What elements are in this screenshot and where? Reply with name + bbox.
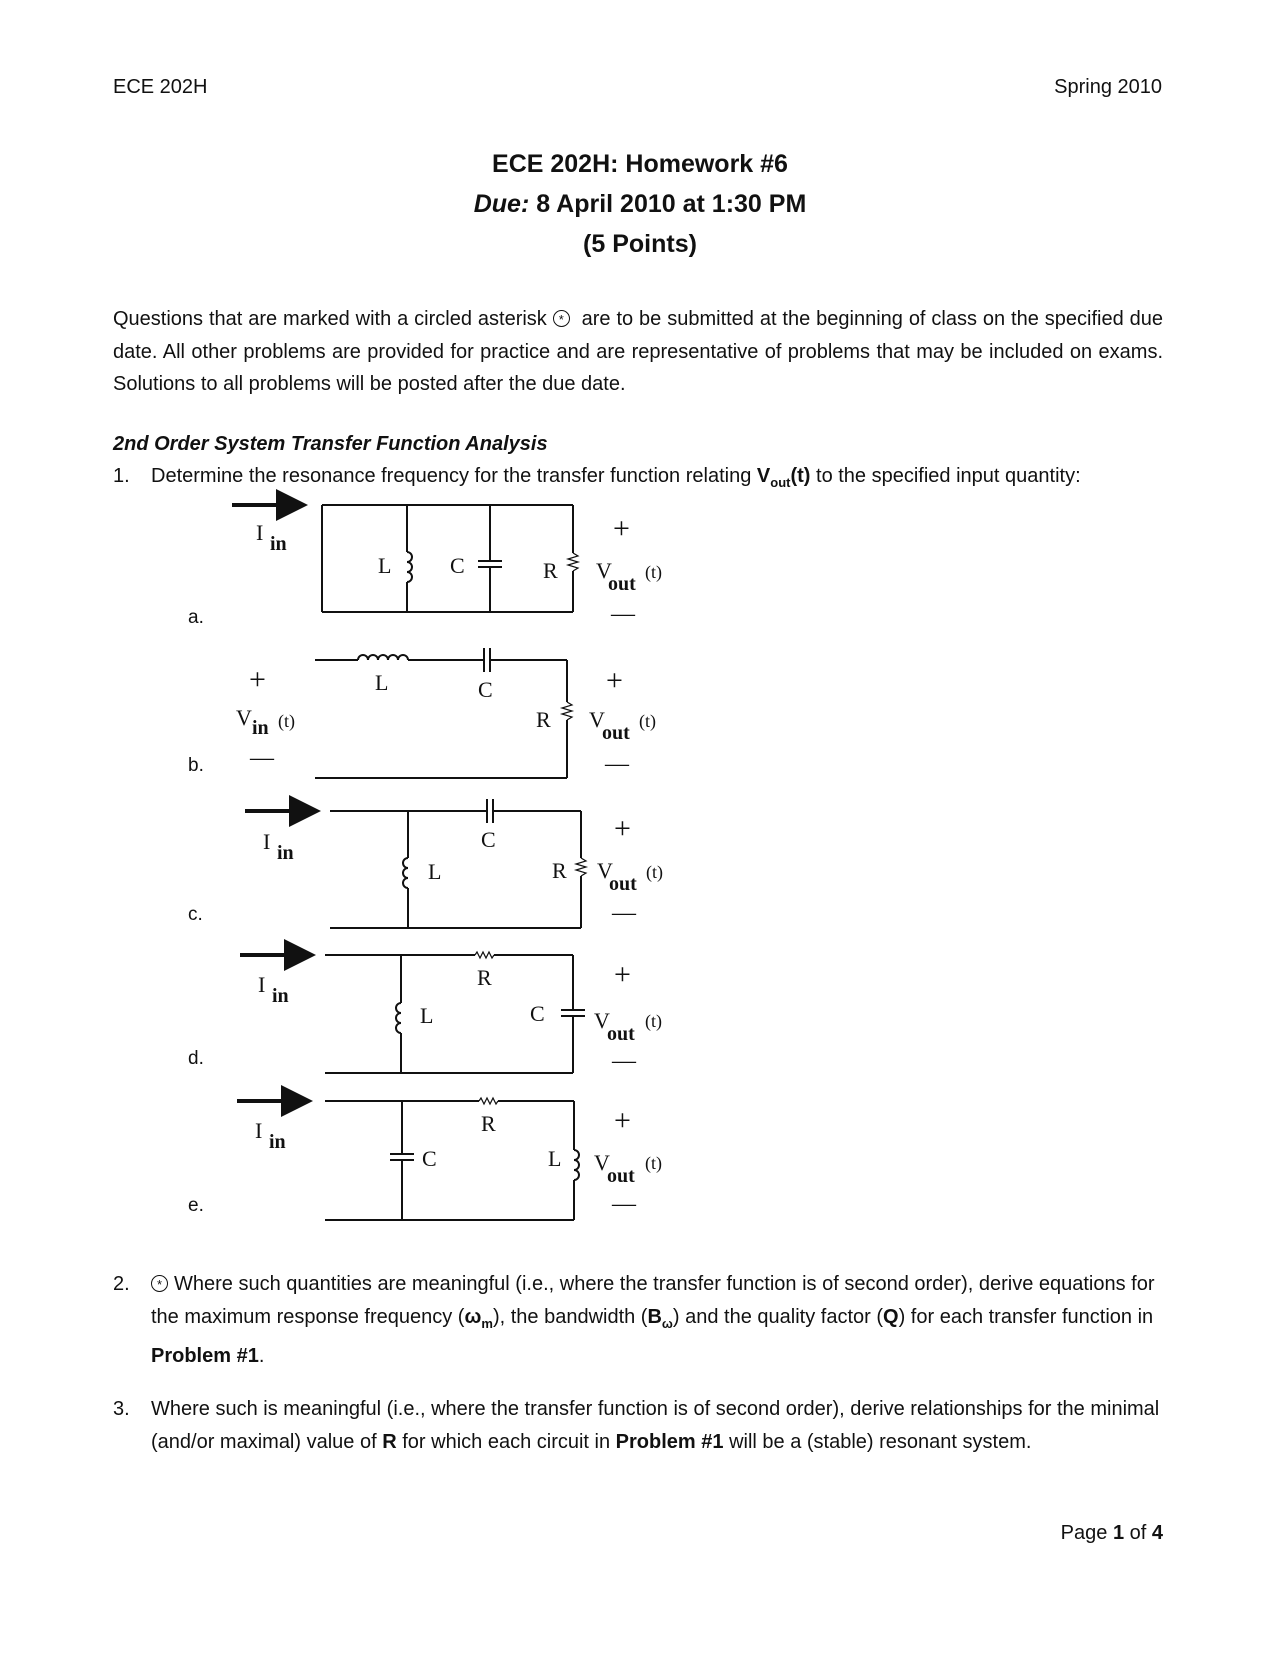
q2-part3: ) and the quality factor ( <box>672 1305 884 1328</box>
section-title: 2nd Order System Transfer Function Analysis <box>113 433 548 455</box>
b-minus-in: — <box>250 745 274 771</box>
a-I: I <box>256 520 264 545</box>
q3-r-symbol: R <box>382 1430 397 1453</box>
c-V: V <box>597 858 613 883</box>
c-R: R <box>552 858 567 883</box>
c-in: in <box>277 842 294 864</box>
course-header: ECE 202H <box>113 76 208 98</box>
q2-problem-ref: Problem #1 <box>151 1345 259 1367</box>
q2-omega-sub: m <box>481 1315 493 1331</box>
a-plus: + <box>613 512 630 545</box>
term-header: Spring 2010 <box>1054 76 1162 98</box>
e-R: R <box>481 1111 496 1136</box>
question-2-number: 2. <box>113 1273 130 1295</box>
circled-asterisk-icon: * <box>151 1275 168 1292</box>
circuit-label-b: b. <box>188 755 204 776</box>
a-C: C <box>450 553 465 578</box>
intro-after: are to be submitted at the beginning of class on the specified due date. All other problems are provided for practice and are representative of problems that may be included on exams. Solutions to all problems will be posted after the due date. <box>113 308 1163 395</box>
due-label: Due: <box>473 190 530 218</box>
page-of: of <box>1129 1522 1147 1544</box>
c-L: L <box>428 859 442 884</box>
d-minus: — <box>612 1048 636 1074</box>
q1-vout-v: V <box>756 465 771 487</box>
q2-end: . <box>258 1345 265 1367</box>
q2-b-sub: ω <box>661 1315 673 1331</box>
b-C: C <box>478 677 493 702</box>
due-value: 8 April 2010 at 1:30 PM <box>536 190 807 218</box>
e-t: (t) <box>645 1153 662 1173</box>
b-plus-in: + <box>249 663 266 696</box>
points: (5 Points) <box>583 230 697 258</box>
b-plus: + <box>606 664 623 697</box>
circuit-label-c: c. <box>188 904 203 925</box>
c-out: out <box>609 873 637 895</box>
e-minus: — <box>612 1191 636 1217</box>
a-R: R <box>543 558 558 583</box>
c-C: C <box>481 827 496 852</box>
circuit-label-d: d. <box>188 1048 204 1069</box>
b-t-in: (t) <box>278 711 295 731</box>
q2-part4: ) for each transfer function in <box>898 1305 1154 1328</box>
b-V-out: V <box>589 707 605 732</box>
question-3-text <box>151 1393 1181 1458</box>
c-plus: + <box>614 812 631 845</box>
b-out: out <box>602 722 630 744</box>
d-plus: + <box>614 958 631 991</box>
q1-text-before: Determine the resonance frequency for the transfer function relating <box>151 465 752 487</box>
q2-part1: Where such quantities are meaningful (i.e., where the transfer function is of second order), derive equations for the maximum response frequency ( <box>151 1273 1155 1328</box>
intro-before: Questions that are marked with a circled asterisk <box>113 308 547 330</box>
circuit-e <box>237 1098 579 1220</box>
c-I: I <box>263 829 271 854</box>
a-in: in <box>270 533 287 555</box>
a-V: V <box>596 558 612 583</box>
circled-asterisk-icon: * <box>553 310 570 327</box>
e-in: in <box>269 1131 286 1153</box>
q2-omega <box>464 1305 493 1331</box>
q3-part2: for which each circuit in <box>402 1430 611 1453</box>
page-label: Page <box>1060 1522 1108 1544</box>
q1-vout-t: (t) <box>790 465 811 487</box>
e-V: V <box>594 1150 610 1175</box>
e-I: I <box>255 1118 263 1143</box>
q3-part3: will be a (stable) resonant system. <box>729 1430 1032 1453</box>
question-3-number: 3. <box>113 1398 130 1420</box>
c-t: (t) <box>646 862 663 882</box>
circuit-label-a: a. <box>188 607 204 628</box>
e-out: out <box>607 1165 635 1187</box>
q2-b-symbol: B <box>647 1305 662 1328</box>
b-minus: — <box>605 751 629 777</box>
circuit-a <box>232 505 578 612</box>
b-t: (t) <box>639 711 656 731</box>
d-t: (t) <box>645 1011 662 1031</box>
d-R: R <box>477 965 492 990</box>
e-plus: + <box>614 1104 631 1137</box>
b-R: R <box>536 707 551 732</box>
circuit-b <box>315 648 572 778</box>
b-in: in <box>252 717 269 739</box>
d-out: out <box>607 1023 635 1045</box>
q1-text-after: to the specified input quantity: <box>816 465 1081 487</box>
q2-q-symbol: Q <box>883 1305 899 1328</box>
q1-vout-sub: out <box>770 475 791 490</box>
b-V: V <box>236 705 252 730</box>
q2-omega-symbol: ω <box>464 1305 482 1328</box>
e-L: L <box>548 1146 562 1171</box>
d-C: C <box>530 1001 545 1026</box>
question-1-number: 1. <box>113 465 130 487</box>
d-I: I <box>258 972 266 997</box>
b-L: L <box>375 670 389 695</box>
page-number <box>1061 1522 1163 1545</box>
circuit-label-e: e. <box>188 1195 204 1216</box>
q2-part2: ), the bandwidth ( <box>492 1305 648 1328</box>
c-minus: — <box>612 900 636 926</box>
a-minus: — <box>611 601 635 627</box>
q3-part1: Where such is meaningful (i.e., where the transfer function is of second order), derive relationships for the minimal (and/or maximal) value of <box>151 1398 1160 1453</box>
question-2-text <box>151 1268 1181 1373</box>
e-C: C <box>422 1146 437 1171</box>
d-in: in <box>272 985 289 1007</box>
homework-title: ECE 202H: Homework #6 <box>492 150 788 178</box>
d-V: V <box>594 1008 610 1033</box>
page-total: 4 <box>1151 1522 1163 1544</box>
a-out: out <box>608 573 636 595</box>
q2-bandwidth <box>647 1305 673 1331</box>
circuit-c <box>245 799 586 928</box>
q3-problem-ref: Problem #1 <box>615 1430 724 1453</box>
a-t: (t) <box>645 562 662 582</box>
page-current: 1 <box>1112 1522 1125 1544</box>
d-L: L <box>420 1003 434 1028</box>
a-L: L <box>378 553 392 578</box>
